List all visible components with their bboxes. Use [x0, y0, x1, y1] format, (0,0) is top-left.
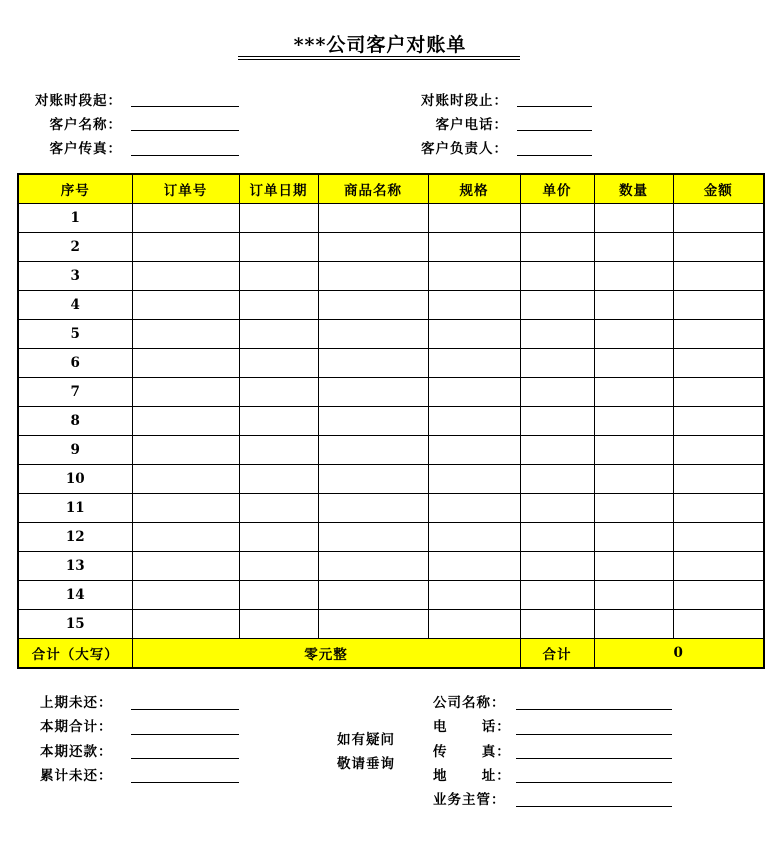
order-no-cell[interactable]	[132, 262, 239, 291]
order-no-cell[interactable]	[132, 494, 239, 523]
spec-cell[interactable]	[428, 378, 520, 407]
spec-cell[interactable]	[428, 523, 520, 552]
spec-cell[interactable]	[428, 610, 520, 639]
row-index: 3	[18, 262, 132, 291]
order-date-cell[interactable]	[239, 262, 318, 291]
row-index: 1	[18, 204, 132, 233]
spec-cell[interactable]	[428, 349, 520, 378]
quantity-cell[interactable]	[594, 320, 673, 349]
period-end-label: 对账时段止：	[421, 93, 508, 109]
table-row	[18, 610, 764, 639]
quantity-cell[interactable]	[594, 204, 673, 233]
amount-cell[interactable]	[673, 407, 764, 436]
unit-price-cell[interactable]	[520, 291, 594, 320]
product-name-cell[interactable]	[318, 233, 428, 262]
row-index: 10	[18, 465, 132, 494]
company-address-label: 地 址：	[433, 768, 511, 784]
order-date-cell[interactable]	[239, 494, 318, 523]
order-date-cell[interactable]	[239, 291, 318, 320]
product-name-cell[interactable]	[318, 407, 428, 436]
customer-contact-field[interactable]	[517, 155, 592, 156]
customer-fax-label: 客户传真：	[49, 141, 122, 157]
spec-cell[interactable]	[428, 581, 520, 610]
page-title: ***公司客户对账单	[293, 34, 467, 56]
quantity-cell[interactable]	[594, 407, 673, 436]
total-sum-value[interactable]: 0	[594, 639, 764, 669]
table-row	[18, 494, 764, 523]
product-name-cell[interactable]	[318, 465, 428, 494]
quantity-cell[interactable]	[594, 552, 673, 581]
order-no-cell[interactable]	[132, 204, 239, 233]
title-underline-double	[238, 59, 520, 60]
table-row	[18, 233, 764, 262]
company-name-label: 公司名称：	[433, 695, 506, 711]
cumulative-unpaid-field[interactable]	[131, 782, 239, 783]
customer-name-field[interactable]	[131, 130, 239, 131]
table-header-row	[18, 174, 764, 204]
row-index: 11	[18, 494, 132, 523]
order-no-cell[interactable]	[132, 436, 239, 465]
company-phone-label: 电 话：	[433, 719, 511, 735]
statement-table	[17, 173, 765, 669]
table-row	[18, 204, 764, 233]
spec-cell[interactable]	[428, 436, 520, 465]
inquiry-note-line2: 敬请垂询	[337, 756, 395, 772]
row-index: 14	[18, 581, 132, 610]
quantity-cell[interactable]	[594, 465, 673, 494]
row-index: 15	[18, 610, 132, 639]
table-row	[18, 581, 764, 610]
company-fax-label: 传 真：	[433, 744, 511, 760]
quantity-cell[interactable]	[594, 581, 673, 610]
amount-cell[interactable]	[673, 610, 764, 639]
order-date-cell[interactable]	[239, 204, 318, 233]
order-no-cell[interactable]	[132, 552, 239, 581]
unit-price-cell[interactable]	[520, 610, 594, 639]
current-total-label: 本期合计：	[40, 719, 113, 735]
quantity-cell[interactable]	[594, 233, 673, 262]
amount-cell[interactable]	[673, 291, 764, 320]
col-header-quantity: 数量	[594, 174, 673, 204]
product-name-cell[interactable]	[318, 349, 428, 378]
col-header-unit-price: 单价	[520, 174, 594, 204]
amount-cell[interactable]	[673, 204, 764, 233]
product-name-cell[interactable]	[318, 494, 428, 523]
row-index: 7	[18, 378, 132, 407]
quantity-cell[interactable]	[594, 610, 673, 639]
customer-contact-label: 客户负责人：	[421, 141, 508, 157]
row-index: 2	[18, 233, 132, 262]
current-repay-field[interactable]	[131, 758, 239, 759]
unit-price-cell[interactable]	[520, 494, 594, 523]
product-name-cell[interactable]	[318, 204, 428, 233]
unit-price-cell[interactable]	[520, 349, 594, 378]
product-name-cell[interactable]	[318, 610, 428, 639]
spec-cell[interactable]	[428, 320, 520, 349]
unit-price-cell[interactable]	[520, 204, 594, 233]
customer-name-label: 客户名称：	[49, 117, 122, 133]
row-index: 6	[18, 349, 132, 378]
inquiry-note-line1: 如有疑问	[337, 732, 395, 748]
unit-price-cell[interactable]	[520, 523, 594, 552]
table-row	[18, 436, 764, 465]
order-no-cell[interactable]	[132, 233, 239, 262]
order-no-cell[interactable]	[132, 523, 239, 552]
prev-unpaid-label: 上期未还：	[40, 695, 113, 711]
unit-price-cell[interactable]	[520, 320, 594, 349]
row-index: 5	[18, 320, 132, 349]
current-total-field[interactable]	[131, 734, 239, 735]
amount-cell[interactable]	[673, 349, 764, 378]
table-row	[18, 465, 764, 494]
unit-price-cell[interactable]	[520, 436, 594, 465]
order-no-cell[interactable]	[132, 349, 239, 378]
col-header-order-no: 订单号	[132, 174, 239, 204]
product-name-cell[interactable]	[318, 291, 428, 320]
unit-price-cell[interactable]	[520, 262, 594, 291]
row-index: 4	[18, 291, 132, 320]
quantity-cell[interactable]	[594, 436, 673, 465]
table-row	[18, 320, 764, 349]
order-date-cell[interactable]	[239, 581, 318, 610]
order-no-cell[interactable]	[132, 291, 239, 320]
order-no-cell[interactable]	[132, 378, 239, 407]
row-index: 12	[18, 523, 132, 552]
period-start-field[interactable]	[131, 106, 239, 107]
order-date-cell[interactable]	[239, 378, 318, 407]
order-date-cell[interactable]	[239, 407, 318, 436]
period-start-label: 对账时段起：	[35, 93, 122, 109]
table-row	[18, 349, 764, 378]
quantity-cell[interactable]	[594, 494, 673, 523]
customer-phone-label: 客户电话：	[435, 117, 508, 133]
total-uppercase-label: 合计（大写）	[18, 639, 132, 669]
quantity-cell[interactable]	[594, 378, 673, 407]
table-row	[18, 291, 764, 320]
product-name-cell[interactable]	[318, 320, 428, 349]
amount-cell[interactable]	[673, 233, 764, 262]
business-manager-field[interactable]	[516, 806, 672, 807]
col-header-index: 序号	[18, 174, 132, 204]
order-date-cell[interactable]	[239, 233, 318, 262]
company-fax-field[interactable]	[516, 758, 672, 759]
row-index: 9	[18, 436, 132, 465]
order-date-cell[interactable]	[239, 349, 318, 378]
spec-cell[interactable]	[428, 552, 520, 581]
col-header-order-date: 订单日期	[239, 174, 318, 204]
total-sum-label: 合计	[520, 639, 594, 669]
spec-cell[interactable]	[428, 204, 520, 233]
row-index: 8	[18, 407, 132, 436]
col-header-amount: 金额	[673, 174, 764, 204]
amount-cell[interactable]	[673, 494, 764, 523]
order-date-cell[interactable]	[239, 610, 318, 639]
spec-cell[interactable]	[428, 262, 520, 291]
product-name-cell[interactable]	[318, 262, 428, 291]
col-header-product-name: 商品名称	[318, 174, 428, 204]
order-no-cell[interactable]	[132, 465, 239, 494]
amount-cell[interactable]	[673, 436, 764, 465]
table-row	[18, 262, 764, 291]
unit-price-cell[interactable]	[520, 552, 594, 581]
table-row	[18, 378, 764, 407]
order-no-cell[interactable]	[132, 610, 239, 639]
table-total-row	[18, 639, 764, 669]
product-name-cell[interactable]	[318, 552, 428, 581]
unit-price-cell[interactable]	[520, 581, 594, 610]
amount-cell[interactable]	[673, 378, 764, 407]
company-name-field[interactable]	[516, 709, 672, 710]
unit-price-cell[interactable]	[520, 378, 594, 407]
spec-cell[interactable]	[428, 465, 520, 494]
col-header-spec: 规格	[428, 174, 520, 204]
order-date-cell[interactable]	[239, 436, 318, 465]
product-name-cell[interactable]	[318, 378, 428, 407]
amount-cell[interactable]	[673, 262, 764, 291]
customer-fax-field[interactable]	[131, 155, 239, 156]
company-phone-field[interactable]	[516, 734, 672, 735]
quantity-cell[interactable]	[594, 291, 673, 320]
title-underline	[238, 56, 520, 57]
order-date-cell[interactable]	[239, 320, 318, 349]
spec-cell[interactable]	[428, 494, 520, 523]
order-date-cell[interactable]	[239, 523, 318, 552]
row-index: 13	[18, 552, 132, 581]
table-row	[18, 552, 764, 581]
table-row	[18, 523, 764, 552]
unit-price-cell[interactable]	[520, 465, 594, 494]
current-repay-label: 本期还款：	[40, 744, 113, 760]
quantity-cell[interactable]	[594, 349, 673, 378]
unit-price-cell[interactable]	[520, 407, 594, 436]
product-name-cell[interactable]	[318, 436, 428, 465]
company-address-field[interactable]	[516, 782, 672, 783]
order-no-cell[interactable]	[132, 581, 239, 610]
order-date-cell[interactable]	[239, 552, 318, 581]
order-date-cell[interactable]	[239, 465, 318, 494]
total-uppercase-value[interactable]: 零元整	[132, 639, 520, 669]
amount-cell[interactable]	[673, 523, 764, 552]
spec-cell[interactable]	[428, 233, 520, 262]
product-name-cell[interactable]	[318, 581, 428, 610]
amount-cell[interactable]	[673, 552, 764, 581]
prev-unpaid-field[interactable]	[131, 709, 239, 710]
business-manager-label: 业务主管：	[433, 792, 506, 808]
quantity-cell[interactable]	[594, 262, 673, 291]
product-name-cell[interactable]	[318, 523, 428, 552]
spec-cell[interactable]	[428, 291, 520, 320]
table-row	[18, 407, 764, 436]
period-end-field[interactable]	[517, 106, 592, 107]
order-no-cell[interactable]	[132, 407, 239, 436]
amount-cell[interactable]	[673, 320, 764, 349]
cumulative-unpaid-label: 累计未还：	[40, 768, 113, 784]
unit-price-cell[interactable]	[520, 233, 594, 262]
amount-cell[interactable]	[673, 581, 764, 610]
amount-cell[interactable]	[673, 465, 764, 494]
order-no-cell[interactable]	[132, 320, 239, 349]
customer-phone-field[interactable]	[517, 130, 592, 131]
spec-cell[interactable]	[428, 407, 520, 436]
quantity-cell[interactable]	[594, 523, 673, 552]
